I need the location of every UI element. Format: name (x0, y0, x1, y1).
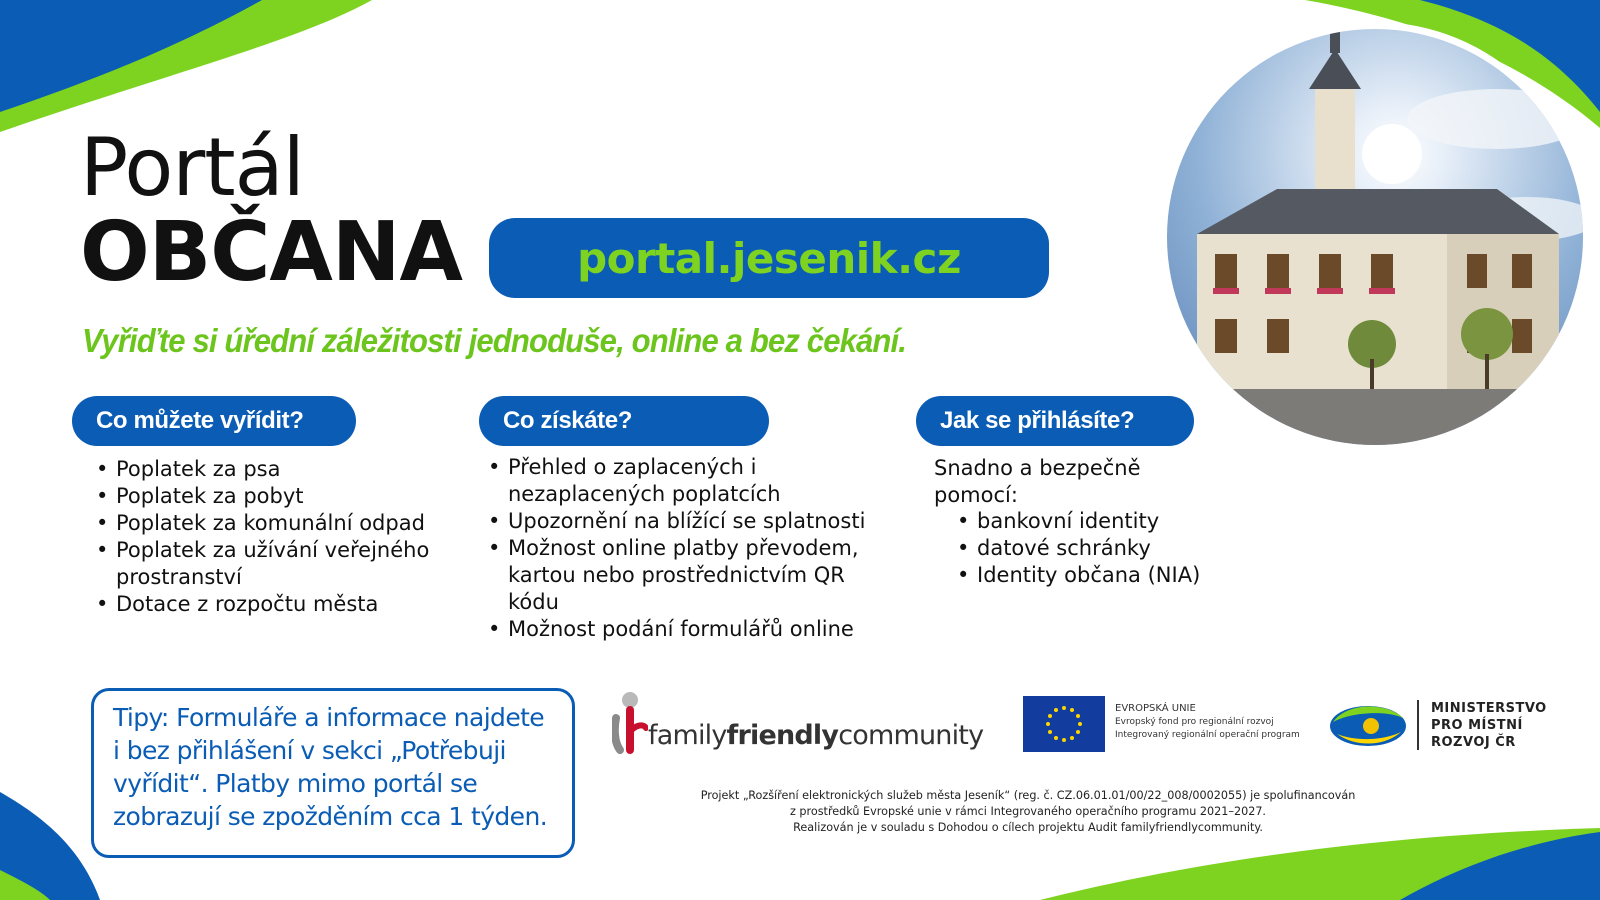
ffc-part1: family (648, 720, 727, 751)
eu-line1: Evropský fond pro regionální rozvoj (1115, 717, 1274, 727)
list-item: • datové schránky (955, 535, 1245, 562)
tagline: Vyřiďte si úřední záležitosti jednoduše, online a bez čekání. (82, 322, 907, 359)
list-item: • Upozornění na blížící se splatnosti (486, 508, 866, 535)
eu-title: EVROPSKÁ UNIE (1115, 703, 1196, 714)
title-portal: Portál (80, 121, 304, 214)
town-hall-photo (1160, 22, 1590, 452)
list-benefits (486, 454, 866, 643)
list-item: • Dotace z rozpočtu města (94, 591, 454, 618)
ffc-mark-icon (612, 690, 648, 754)
ffc-part3: community (838, 720, 984, 751)
ffc-part2: friendly (726, 720, 839, 751)
mmr-line2: PRO MÍSTNÍ (1431, 718, 1523, 733)
eu-flag-icon (1023, 696, 1105, 752)
mmr-mark-icon (1327, 700, 1409, 750)
tips-box (91, 688, 575, 858)
list-item: • Možnost podání formulářů online (486, 616, 866, 643)
section-header-what (72, 396, 356, 446)
mmr-line3: ROZVOJ ČR (1431, 735, 1516, 750)
list-item: • Poplatek za komunální odpad (94, 510, 454, 537)
section-header-label: Co získáte? (503, 407, 632, 434)
project-line1: Projekt „Rozšíření elektronických služeb města Jeseník“ (reg. č. CZ.06.01.01/00/22_008/0002055) je spolufinancován (700, 789, 1356, 802)
section-header-login (916, 396, 1194, 446)
title-obcana: OBČANA (80, 205, 462, 300)
family-friendly-community-logo (612, 690, 984, 760)
tips-text: Tipy: Formuláře a informace najdete i bez přihlášení v sekci „Potřebuji vyřídit“. Platby mimo portál se zobrazují se zpožděním cca 1 týden. (113, 703, 548, 831)
mmr-divider (1417, 700, 1419, 750)
list-what (94, 456, 454, 618)
project-line3: Realizován je v souladu s Dohodou o cílech projektu Audit familyfriendlycommunity. (793, 821, 1263, 834)
project-info (664, 788, 1392, 836)
list-item: • Poplatek za užívání veřejného prostranství (94, 537, 454, 591)
portal-url[interactable]: portal.jesenik.cz (577, 233, 961, 283)
login-intro: Snadno a bezpečně pomocí: (934, 456, 1141, 507)
project-line2: z prostředků Evropské unie v rámci Integrovaného operačního programu 2021–2027. (790, 805, 1266, 818)
eu-logo (1023, 696, 1300, 752)
list-item: • Identity občana (NIA) (955, 562, 1245, 589)
list-item: • Poplatek za psa (94, 456, 454, 483)
list-item: • Poplatek za pobyt (94, 483, 454, 510)
list-login (955, 508, 1245, 589)
section-header-benefits (479, 396, 769, 446)
section-header-label: Co můžete vyřídit? (96, 407, 304, 434)
eu-line2: Integrovaný regionální operační program (1115, 730, 1300, 740)
mmr-logo (1327, 700, 1587, 760)
portal-url-pill[interactable] (489, 218, 1049, 298)
list-item: • Přehled o zaplacených i nezaplacených poplatcích (486, 454, 866, 508)
list-item: • bankovní identity (955, 508, 1245, 535)
mmr-line1: MINISTERSTVO (1431, 701, 1547, 716)
list-item: • Možnost online platby převodem, kartou nebo prostřednictvím QR kódu (486, 535, 866, 616)
section-header-label: Jak se přihlásíte? (940, 407, 1135, 434)
